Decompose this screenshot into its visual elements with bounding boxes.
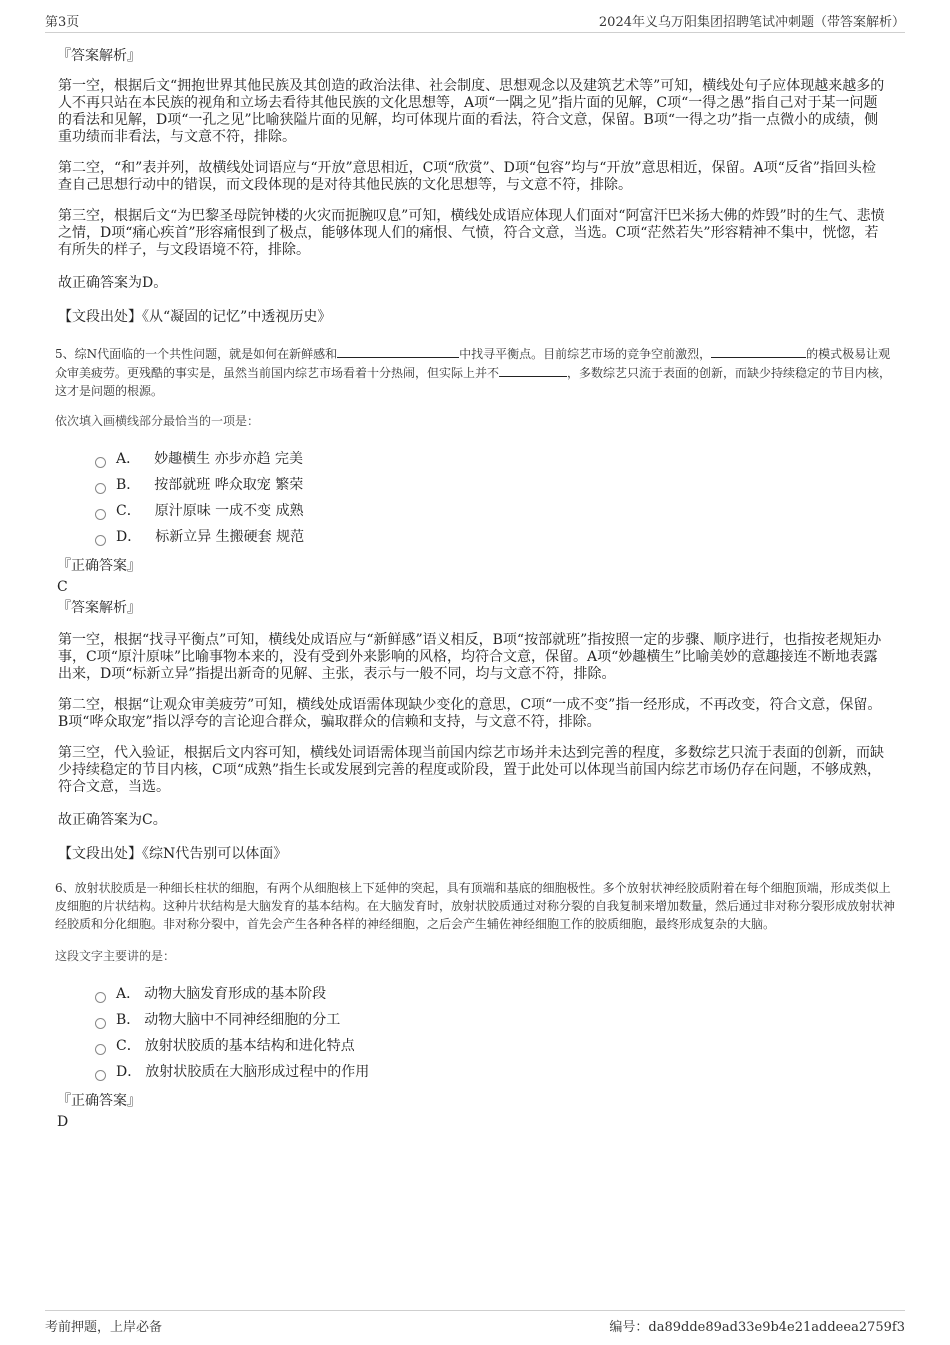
q5-option-d[interactable]: D． 标新立异 生搬硬套 规范	[95, 524, 895, 550]
q5-analysis-p3: 第三空，代入验证，根据后文内容可知，横线处词语需体现当前国内综艺市场并未达到完善的程度，多数综艺只流于表面的创新，而缺少持续稳定的节目内核，C项“成熟”指生长或发展到完善的程度或阶段，置于此处可以体现当前国内综艺市场仍存在问题，不够成熟，符合文意，当选。	[58, 745, 884, 795]
q6-options	[95, 981, 895, 1085]
q5-prompt: 依次填入画横线部分最恰当的一项是：	[55, 414, 260, 428]
q6-option-b[interactable]: B． 动物大脑中不同神经细胞的分工	[95, 1007, 895, 1033]
q5-text-b: 中找寻平衡点。目前综艺市场的竞争空前激烈，	[459, 347, 712, 361]
q5-text-d: ，多数综艺只流于表面的创新，而缺少持续稳定的节目内核，这才是问题的根源。	[55, 366, 892, 398]
q6-prompt: 这段文字主要讲的是：	[55, 949, 176, 963]
page-content	[55, 46, 895, 1131]
radio-button-icon[interactable]	[95, 1070, 106, 1081]
radio-button-icon[interactable]	[95, 483, 106, 494]
radio-button-icon[interactable]	[95, 509, 106, 520]
q6-option-d[interactable]: D． 放射状胶质在大脑形成过程中的作用	[95, 1059, 895, 1085]
q5-option-b[interactable]: B． 按部就班 哗众取宠 繁荣	[95, 472, 895, 498]
q4-analysis-p2: 第二空，“和”表并列，故横线处词语应与“开放”意思相近，C项“欣赏”、D项“包容”均与“开放”意思相近，保留。A项“反省”指回头检查自己思想行动中的错误，而文段体现的是对待其他民族的文化思想等，与文意不符，排除。	[58, 160, 876, 193]
radio-button-icon[interactable]	[95, 457, 106, 468]
radio-button-icon[interactable]	[95, 992, 106, 1003]
q4-analysis-label: 『答案解析』	[57, 48, 141, 64]
q5-analysis-p2: 第二空，根据“让观众审美疲劳”可知，横线处成语需体现缺少变化的意思，C项“一成不变”指一经形成，不再改变，符合文意，保留。B项“哗众取宠”指以浮夸的言论迎合群众，骗取群众的信赖和支持，与文意不符，排除。	[58, 697, 882, 730]
q5-option-c[interactable]: C． 原汁原味 一成不变 成熟	[95, 498, 895, 524]
footer-slogan: 考前押题，上岸必备	[45, 1320, 163, 1335]
q6-option-c[interactable]: C． 放射状胶质的基本结构和进化特点	[95, 1033, 895, 1059]
q5-text-a: 5、综N代面临的一个共性问题，就是如何在新鲜感和	[55, 347, 338, 361]
page-header	[45, 8, 905, 33]
q6-answer: D	[57, 1114, 69, 1130]
document-id: 编号：da89dde89ad33e9b4e21addeea2759f3	[609, 1320, 905, 1335]
q4-source: 【文段出处】《从“凝固的记忆”中透视历史》	[58, 309, 332, 325]
page-footer	[45, 1310, 905, 1335]
q5-blank-3	[499, 363, 567, 377]
q4-conclusion: 故正确答案为D。	[58, 275, 168, 291]
q5-question	[55, 344, 895, 400]
q4-analysis-p1: 第一空，根据后文“拥抱世界其他民族及其创造的政治法律、社会制度、思想观念以及建筑艺术等”可知，横线处句子应体现越来越多的人不再只站在本民族的视角和立场去看待其他民族的文化思想等，A项“一隅之见”指片面的见解，C项“一得之愚”指自己对于某一问题的看法和见解，D项“一孔之见”比喻狭隘片面的见解，均可体现片面的看法，符合文意，保留。B项“一得之功”指一点微小的成绩，侧重功绩而非看法，与文意不符，排除。	[58, 78, 885, 145]
q6-question: 6、放射状胶质是一种细长柱状的细胞，有两个从细胞核上下延伸的突起，具有顶端和基底的细胞极性。多个放射状神经胶质附着在每个细胞顶端，形成类似上皮细胞的片状结构。这种片状结构是大脑发育的基本结构。在大脑发育时，放射状胶质通过对称分裂的自我复制来增加数量，然后通过非对称分裂形成放射状神经胶质和分化细胞。非对称分裂中，首先会产生各种各样的神经细胞，之后会产生辅佐神经细胞工作的胶质细胞，最终形成复杂的大脑。	[55, 881, 896, 931]
radio-button-icon[interactable]	[95, 1044, 106, 1055]
radio-button-icon[interactable]	[95, 535, 106, 546]
q4-analysis-p3: 第三空，根据后文“为巴黎圣母院钟楼的火灾而扼腕叹息”可知，横线处成语应体现人们面对“阿富汗巴米扬大佛的炸毁”时的生气、悲愤之情，D项“痛心疾首”形容痛恨到了极点，能够体现人们的痛恨、气愤，符合文意，当选。C项“茫然若失”形容精神不集中，恍惚，若有所失的样子，与文段语境不符，排除。	[58, 208, 885, 258]
q5-source: 【文段出处】《综N代告别可以体面》	[58, 846, 288, 862]
q5-analysis-p1: 第一空，根据“找寻平衡点”可知，横线处成语应与“新鲜感”语义相反，B项“按部就班”指按照一定的步骤、顺序进行，也指按老规矩办事，C项“原汁原味”比喻事物本来的，没有受到外来影响的风格，均符合文意，保留。A项“妙趣横生”比喻美妙的意趣接连不断地表露出来，D项“标新立异”指提出新奇的见解、主张，表示与一般不同，均与文意不符，排除。	[58, 632, 882, 682]
radio-button-icon[interactable]	[95, 1018, 106, 1029]
q5-analysis-label: 『答案解析』	[57, 600, 141, 616]
q5-answer: C	[57, 579, 68, 595]
q5-blank-2	[711, 344, 806, 358]
page-number: 第3页	[45, 15, 80, 30]
q6-answer-label: 『正确答案』	[57, 1093, 141, 1109]
q6-option-a[interactable]: A． 动物大脑发育形成的基本阶段	[95, 981, 895, 1007]
document-title: 2024年义乌万阳集团招聘笔试冲刺题（带答案解析）	[598, 15, 905, 30]
q5-options	[95, 446, 895, 550]
q5-answer-label: 『正确答案』	[57, 558, 141, 574]
q5-text-c: 的模式极易让观众审美疲劳。更残酷的事实是，虽然当前国内综艺市场看着十分热闹，但实际上并不	[55, 347, 891, 380]
q5-blank-1	[337, 344, 459, 358]
q5-conclusion: 故正确答案为C。	[58, 812, 167, 828]
q5-option-a[interactable]: A． 妙趣横生 亦步亦趋 完美	[95, 446, 895, 472]
